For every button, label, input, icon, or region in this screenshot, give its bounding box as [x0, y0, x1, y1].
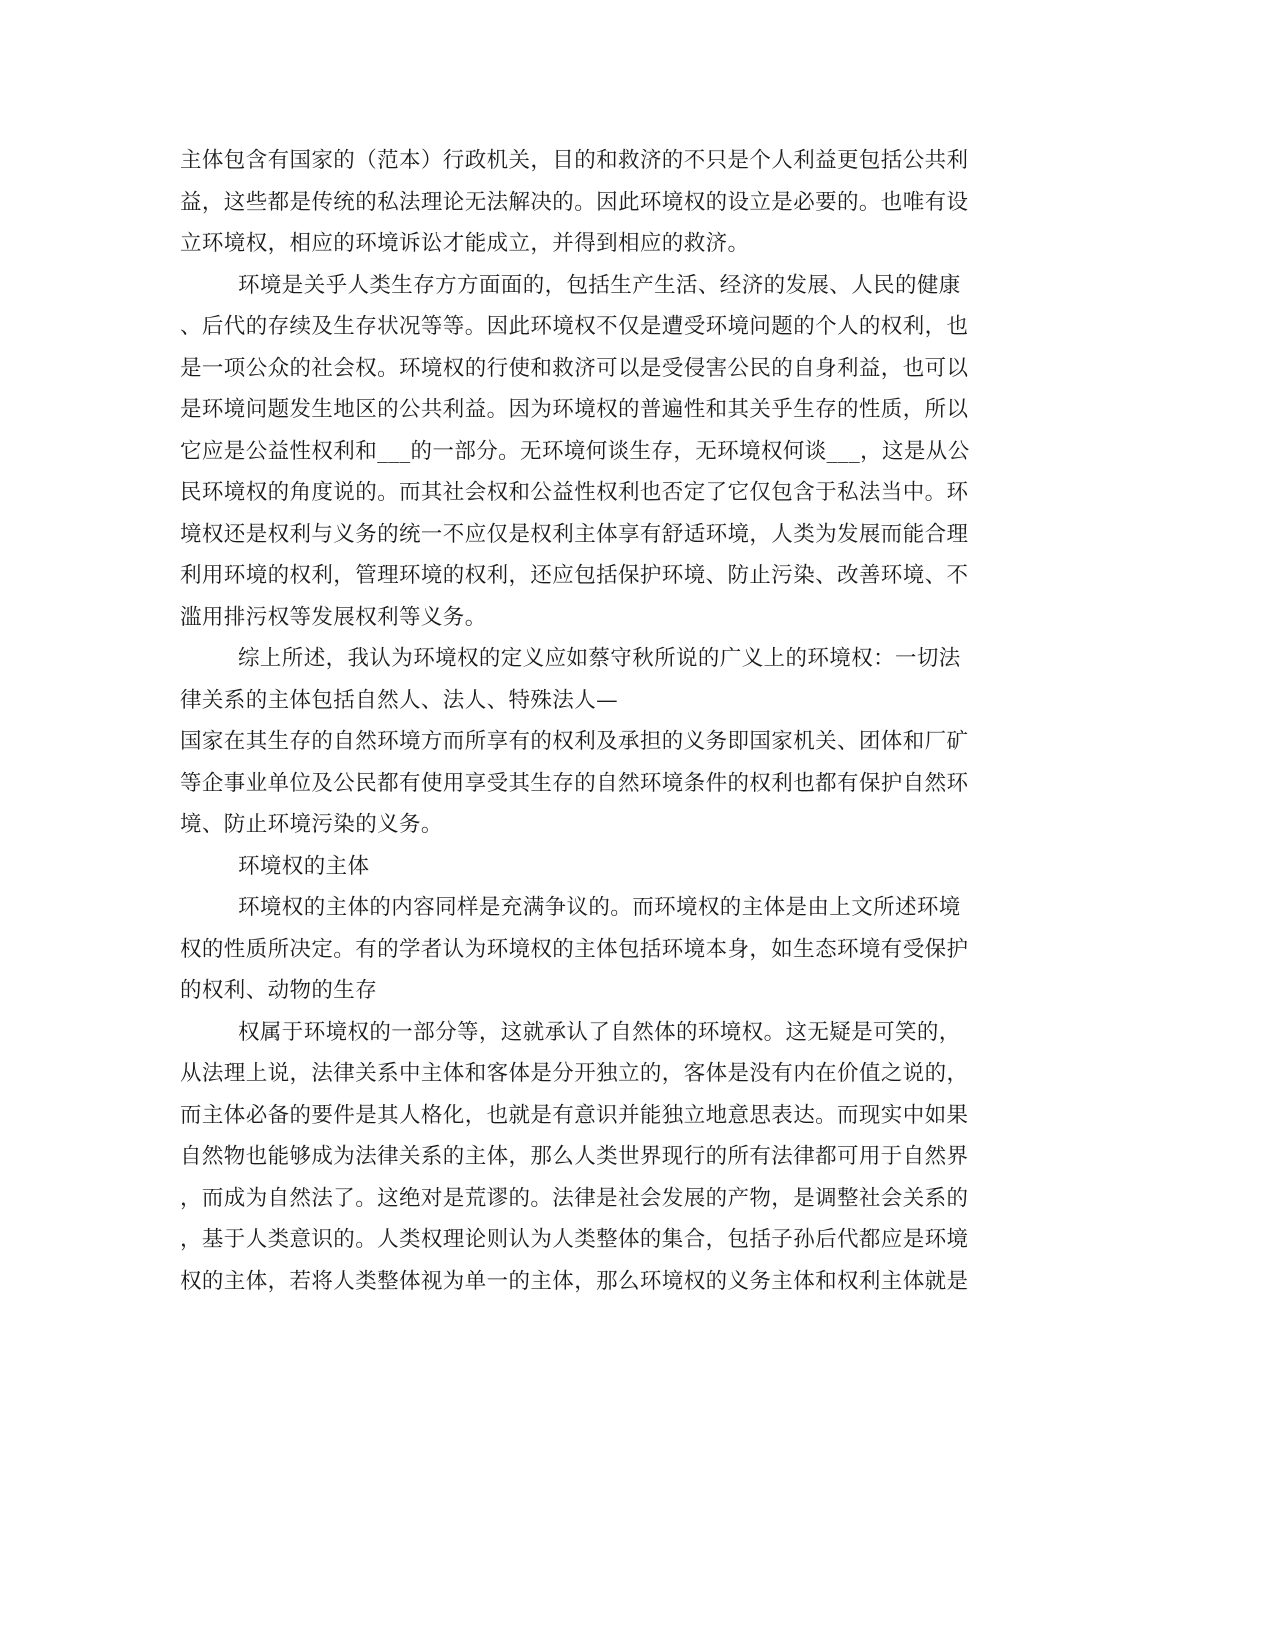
- section-heading: 环境权的主体: [238, 853, 370, 879]
- text-line: 利用环境的权利，管理环境的权利，还应包括保护环境、防止污染、改善环境、不: [180, 563, 969, 588]
- text-line: 立环境权，相应的环境诉讼才能成立，并得到相应的救济。: [180, 231, 750, 256]
- text-line: 民环境权的角度说的。而其社会权和公益性权利也否定了它仅包含于私法当中。环: [180, 480, 969, 505]
- text-line: 它应是公益性权利和___的一部分。无环境何谈生存，无环境权何谈___，这是从公: [180, 438, 970, 464]
- text-line: ，基于人类意识的。人类权理论则认为人类整体的集合，包括子孙后代都应是环境: [180, 1227, 969, 1252]
- text-line: 是一项公众的社会权。环境权的行使和救济可以是受侵害公民的自身利益，也可以: [180, 355, 969, 381]
- text-line: 而主体必备的要件是其人格化，也就是有意识并能独立地意思表达。而现实中如果: [180, 1102, 969, 1128]
- text-line: 主体包含有国家的（范本）行政机关，目的和救济的不只是个人利益更包括公共利: [180, 148, 969, 173]
- text-line: 等企事业单位及公民都有使用享受其生存的自然环境条件的权利也都有保护自然环: [180, 770, 969, 796]
- text-line: ，而成为自然法了。这绝对是荒谬的。法律是社会发展的产物，是调整社会关系的: [180, 1185, 969, 1211]
- text-line: 权的主体，若将人类整体视为单一的主体，那么环境权的义务主体和权利主体就是: [180, 1268, 969, 1294]
- text-line: 环境权的主体的内容同样是充满争议的。而环境权的主体是由上文所述环境: [238, 895, 961, 920]
- text-line: 权属于环境权的一部分等，这就承认了自然体的环境权。这无疑是可笑的，: [238, 1019, 961, 1045]
- text-line: 益，这些都是传统的私法理论无法解决的。因此环境权的设立是必要的。也唯有设: [180, 189, 969, 215]
- text-line: 综上所述，我认为环境权的定义应如蔡守秋所说的广义上的环境权：一切法: [238, 646, 961, 671]
- text-line: 律关系的主体包括自然人、法人、特殊法人—: [180, 687, 619, 713]
- text-line: 从法理上说，法律关系中主体和客体是分开独立的，客体是没有内在价值之说的，: [180, 1061, 969, 1086]
- text-line: 境、防止环境污染的义务。: [180, 812, 443, 837]
- text-line: 、后代的存续及生存状况等等。因此环境权不仅是遭受环境问题的个人的权利，也: [180, 314, 969, 339]
- text-line: 是环境问题发生地区的公共利益。因为环境权的普遍性和其关乎生存的性质，所以: [180, 397, 969, 422]
- text-line: 环境是关乎人类生存方方面面的，包括生产生活、经济的发展、人民的健康: [238, 272, 961, 298]
- text-line: 自然物也能够成为法律关系的主体，那么人类世界现行的所有法律都可用于自然界: [180, 1144, 969, 1169]
- text-line: 国家在其生存的自然环境方而所享有的权利及承担的义务即国家机关、团体和厂矿: [180, 729, 969, 754]
- text-line: 滥用排污权等发展权利等义务。: [180, 604, 487, 630]
- text-line: 的权利、动物的生存: [180, 978, 378, 1003]
- document-page: [180, 140, 1040, 1302]
- text-line: 境权还是权利与义务的统一不应仅是权利主体享有舒适环境，人类为发展而能合理: [180, 521, 969, 547]
- text-line: 权的性质所决定。有的学者认为环境权的主体包括环境本身，如生态环境有受保护: [180, 936, 969, 962]
